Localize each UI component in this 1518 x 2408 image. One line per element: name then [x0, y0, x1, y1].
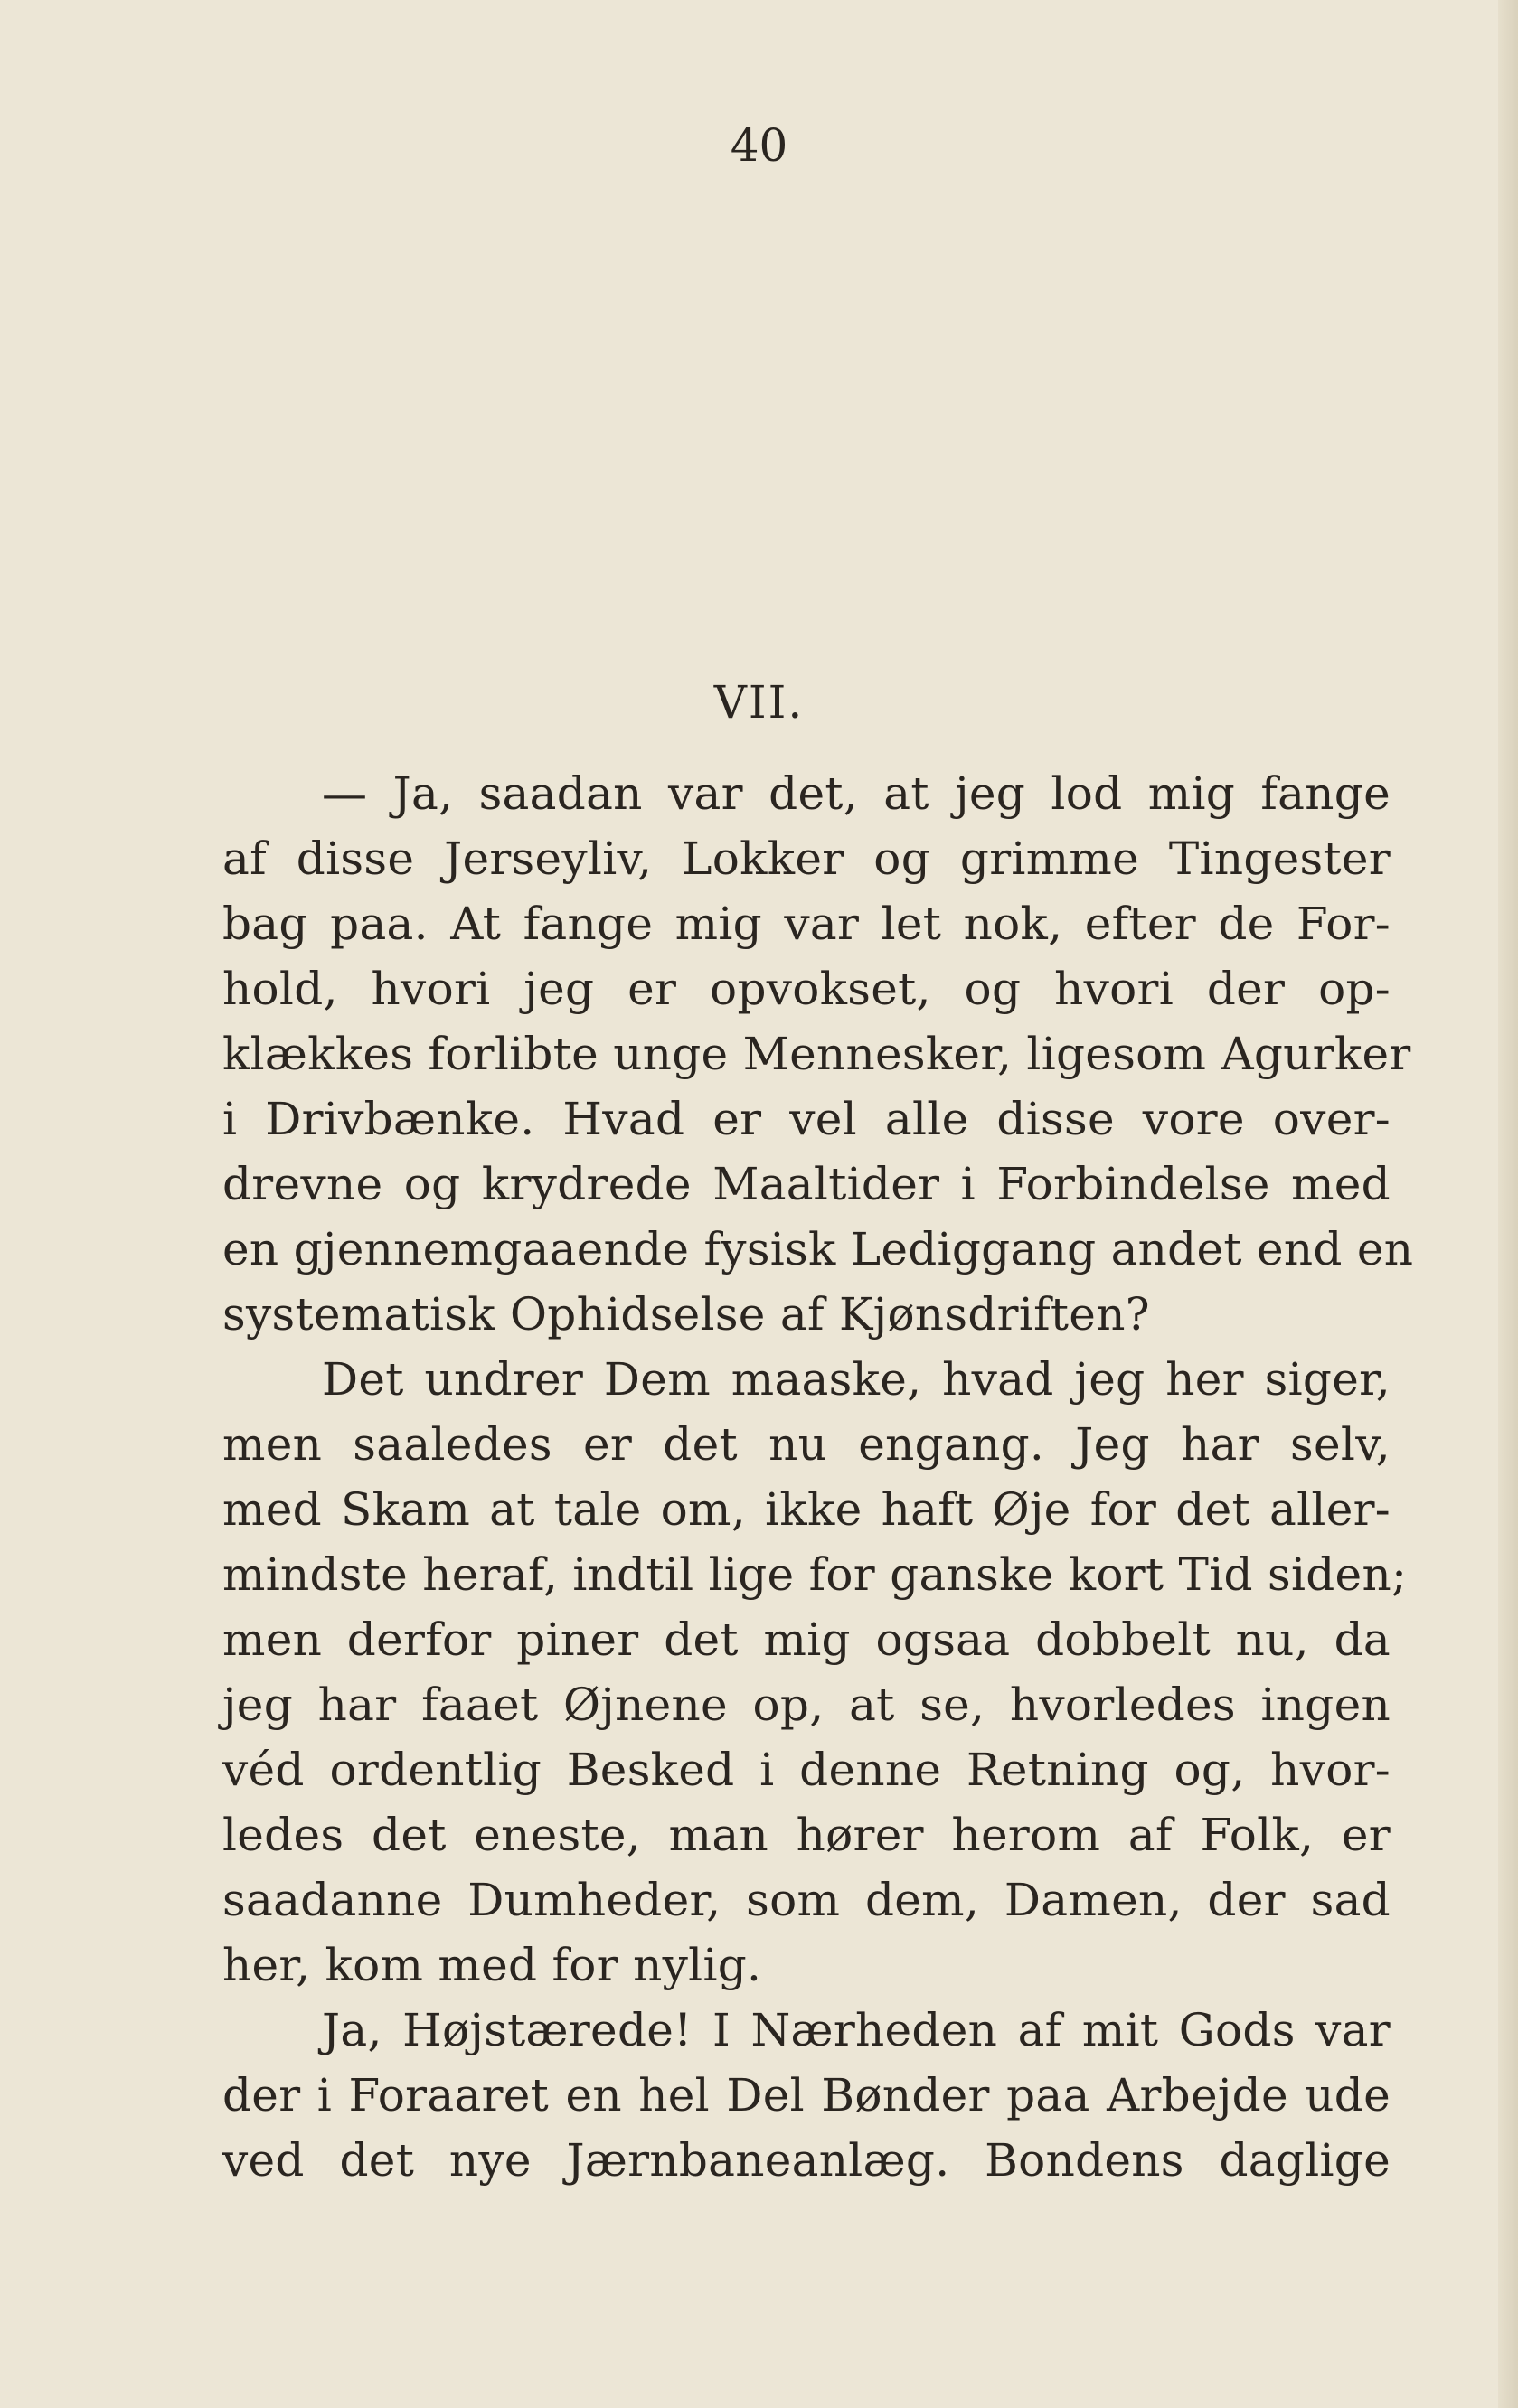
text-line: systematisk Ophidselse af Kjønsdriften?	[222, 1288, 1150, 1340]
text-line: — Ja, saadan var det, at jeg lod mig fange	[322, 767, 1391, 820]
text-line: klækkes forlibte unge Mennesker, ligesom Agurker	[222, 1028, 1411, 1080]
text-line: drevne og krydrede Maaltider i Forbindelse med	[222, 1158, 1391, 1210]
text-line: her, kom med for nylig.	[222, 1939, 762, 1991]
body-text	[222, 761, 1414, 2193]
text-line: Det undrer Dem maaske, hvad jeg her siger,	[322, 1353, 1391, 1406]
text-line: mindste heraf, indtil lige for ganske kort Tid siden;	[222, 1548, 1408, 1601]
page-edge	[1498, 0, 1518, 2408]
text-line: saadanne Dumheder, som dem, Damen, der sad	[222, 1874, 1391, 1926]
text-line: hold, hvori jeg er opvokset, og hvori der op-	[222, 963, 1391, 1015]
text-line: Ja, Højstærede! I Nærheden af mit Gods var	[322, 2004, 1391, 2056]
text-line: en gjennemgaaende fysisk Lediggang andet end en	[222, 1223, 1414, 1275]
text-line: men derfor piner det mig ogsaa dobbelt nu, da	[222, 1613, 1391, 1666]
chapter-heading: VII.	[713, 676, 805, 729]
text-line: af disse Jerseyliv, Lokker og grimme Tingester	[222, 832, 1391, 885]
text-line: der i Foraaret en hel Del Bønder paa Arbejde ude	[222, 2069, 1391, 2121]
text-line: men saaledes er det nu engang. Jeg har selv,	[222, 1418, 1391, 1471]
page-number: 40	[730, 119, 788, 172]
text-line: i Drivbænke. Hvad er vel alle disse vore over-	[222, 1093, 1391, 1145]
text-line: jeg har faaet Øjnene op, at se, hvorledes ingen	[222, 1679, 1391, 1731]
text-line: véd ordentlig Besked i denne Retning og, hvor-	[222, 1744, 1391, 1796]
text-line: bag paa. At fange mig var let nok, efter de For-	[222, 898, 1391, 950]
text-line: med Skam at tale om, ikke haft Øje for det aller-	[222, 1483, 1391, 1536]
text-line: ved det nye Jærnbaneanlæg. Bondens daglige	[222, 2134, 1391, 2187]
text-line: ledes det eneste, man hører herom af Folk, er	[222, 1809, 1391, 1861]
